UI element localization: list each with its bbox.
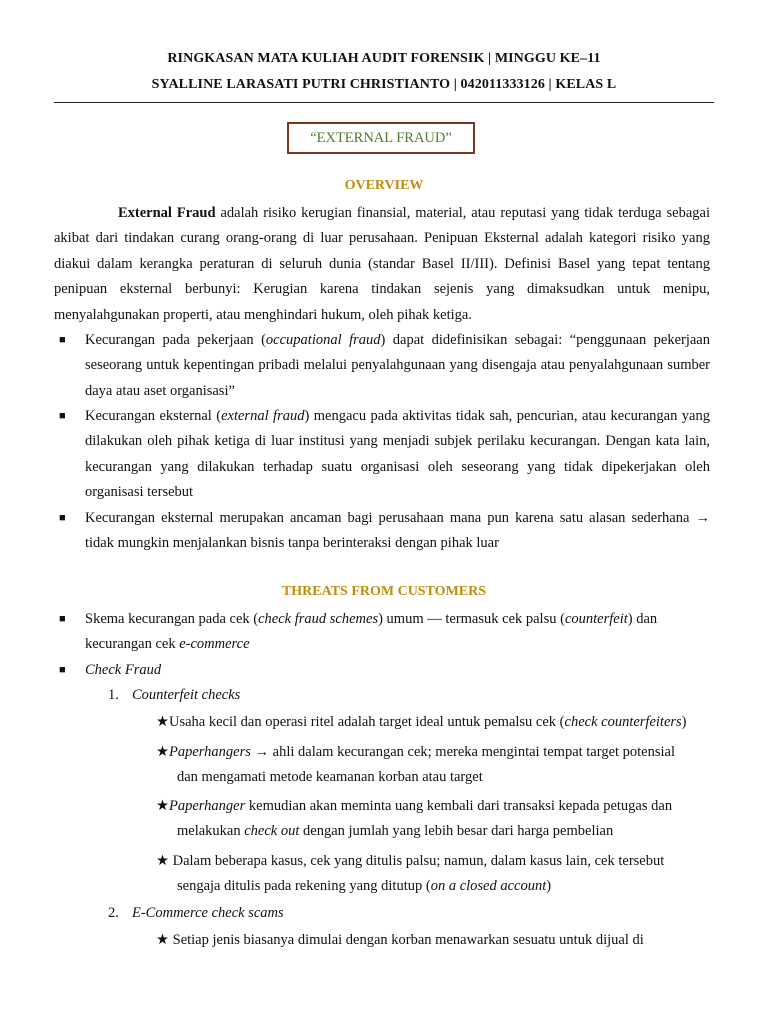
star-item-5 <box>156 928 714 953</box>
star-term: check out <box>244 823 300 840</box>
bullet-term: occupational fraud <box>265 332 381 348</box>
star-term: Paperhanger <box>169 798 246 814</box>
header-divider <box>54 102 714 103</box>
star-term: check counterfeiters <box>564 714 682 730</box>
overview-bullet-2 <box>54 404 710 506</box>
square-bullet-icon: ■ <box>59 664 66 676</box>
bullet-term: e-commerce <box>179 636 250 653</box>
threats-bullet-2 <box>54 658 710 683</box>
star-text: dan mengamati metode keamanan korban atau target <box>177 769 483 786</box>
bullet-term: counterfeit <box>564 611 628 627</box>
star-text: ) <box>681 714 687 730</box>
bullet-term: external fraud <box>221 408 305 424</box>
header-student-line: SYALLINE LARASATI PUTRI CHRISTIANTO | 042011333126 | KELAS L <box>151 77 617 92</box>
threats-bullet-1 <box>54 607 710 658</box>
square-bullet-icon: ■ <box>59 512 66 524</box>
numbered-item-1 <box>108 684 240 706</box>
bullet-text: Kecurangan eksternal ( <box>85 408 222 424</box>
star-text: kemudian akan meminta uang kembali dari transaksi kepada petugas dan <box>245 798 673 814</box>
overview-paragraph <box>54 201 710 328</box>
star-text: ★ Dalam beberapa kasus, cek yang ditulis palsu; namun, dalam kasus lain, cek tersebut <box>156 853 665 869</box>
bullet-text: Kecurangan eksternal merupakan ancaman bagi perusahaan mana pun karena satu alasan sederhana → tidak mungkin menjalankan bisnis tanpa berinteraksi dengan pihak luar <box>85 510 710 552</box>
item-label: Counterfeit checks <box>132 687 241 703</box>
star-text: ★ Setiap jenis biasanya dimulai dengan korban menawarkan sesuatu untuk dijual di <box>156 932 644 948</box>
square-bullet-icon: ■ <box>59 613 66 625</box>
bullet-text: Skema kecurangan pada cek ( <box>85 611 259 627</box>
item-number: 1. <box>108 687 119 703</box>
star-text: ★ <box>156 744 169 760</box>
overview-lead-term: External Fraud <box>118 205 216 221</box>
bullet-text: ) mengacu pada aktivitas tidak sah, pencurian, atau kecurangan yang dilakukan oleh pihak ketiga di luar institusi yang menjadi subjek perilaku kecurangan. Dengan kata lain, kecurangan yang dilakukan terhadap suatu organisasi oleh seseorang yang tidak dipekerjakan oleh organisasi tersebut <box>85 408 710 501</box>
numbered-item-2 <box>108 902 284 924</box>
document-title-box: “EXTERNAL FRAUD” <box>287 122 475 154</box>
header-course-line: RINGKASAN MATA KULIAH AUDIT FORENSIK | MINGGU KE–11 <box>167 51 601 66</box>
overview-bullet-3 <box>54 506 710 557</box>
square-bullet-icon: ■ <box>59 410 66 422</box>
square-bullet-icon: ■ <box>59 334 66 346</box>
star-text: sengaja ditulis pada rekening yang ditutup ( <box>177 878 431 895</box>
star-item-3 <box>156 794 714 845</box>
overview-lead-text: adalah risiko kerugian finansial, material, atau reputasi yang tidak terduga sebagai akibat dari tindakan curang orang-orang di luar perusahaan. Penipuan Eksternal adalah kategori risiko yang diakui dalam kerangka peraturan di seluruh dunia (standar Basel II/III). Definisi Basel yang tepat tentang penipuan eksternal berbunyi: Kerugian karena tindakan sejenis yang dimaksudkan untuk menipu, menyalahgunakan properti, atau menghindari hukum, oleh pihak ketiga. <box>54 205 710 323</box>
star-text: ★Usaha kecil dan operasi ritel adalah target ideal untuk pemalsu cek ( <box>156 714 565 730</box>
star-text: melakukan <box>177 823 245 840</box>
document-header <box>0 46 768 98</box>
star-item-2 <box>156 740 714 791</box>
item-number: 2. <box>108 905 119 921</box>
bullet-text: ) umum — termasuk cek palsu ( <box>378 611 565 627</box>
section-heading-overview: OVERVIEW <box>344 178 424 193</box>
star-term: Paperhangers <box>169 744 251 760</box>
bullet-text: ) dan kecurangan cek <box>85 611 658 653</box>
item-label: E-Commerce check scams <box>132 905 284 921</box>
star-item-4 <box>156 849 714 900</box>
star-item-1 <box>156 710 714 735</box>
star-text: → ahli dalam kecurangan cek; mereka mengintai tempat target potensial <box>250 744 676 760</box>
bullet-term: check fraud schemes <box>258 611 379 627</box>
star-term: on a closed account <box>430 878 547 895</box>
star-text: ) <box>546 878 552 895</box>
bullet-text: ) dapat didefinisikan sebagai: “penggunaan pekerjaan seseorang untuk kepentingan pribadi melalui penyalahgunaan yang disengaja atau penyalahgunaan sumber daya atau aset organisasi” <box>85 332 710 399</box>
star-text: dengan jumlah yang lebih besar dari harga pembelian <box>299 823 614 840</box>
bullet-term: Check Fraud <box>85 662 162 678</box>
bullet-text: Kecurangan pada pekerjaan ( <box>85 332 266 348</box>
section-heading-threats: THREATS FROM CUSTOMERS <box>281 584 487 599</box>
star-text: ★ <box>156 798 169 814</box>
overview-bullet-1 <box>54 328 710 404</box>
